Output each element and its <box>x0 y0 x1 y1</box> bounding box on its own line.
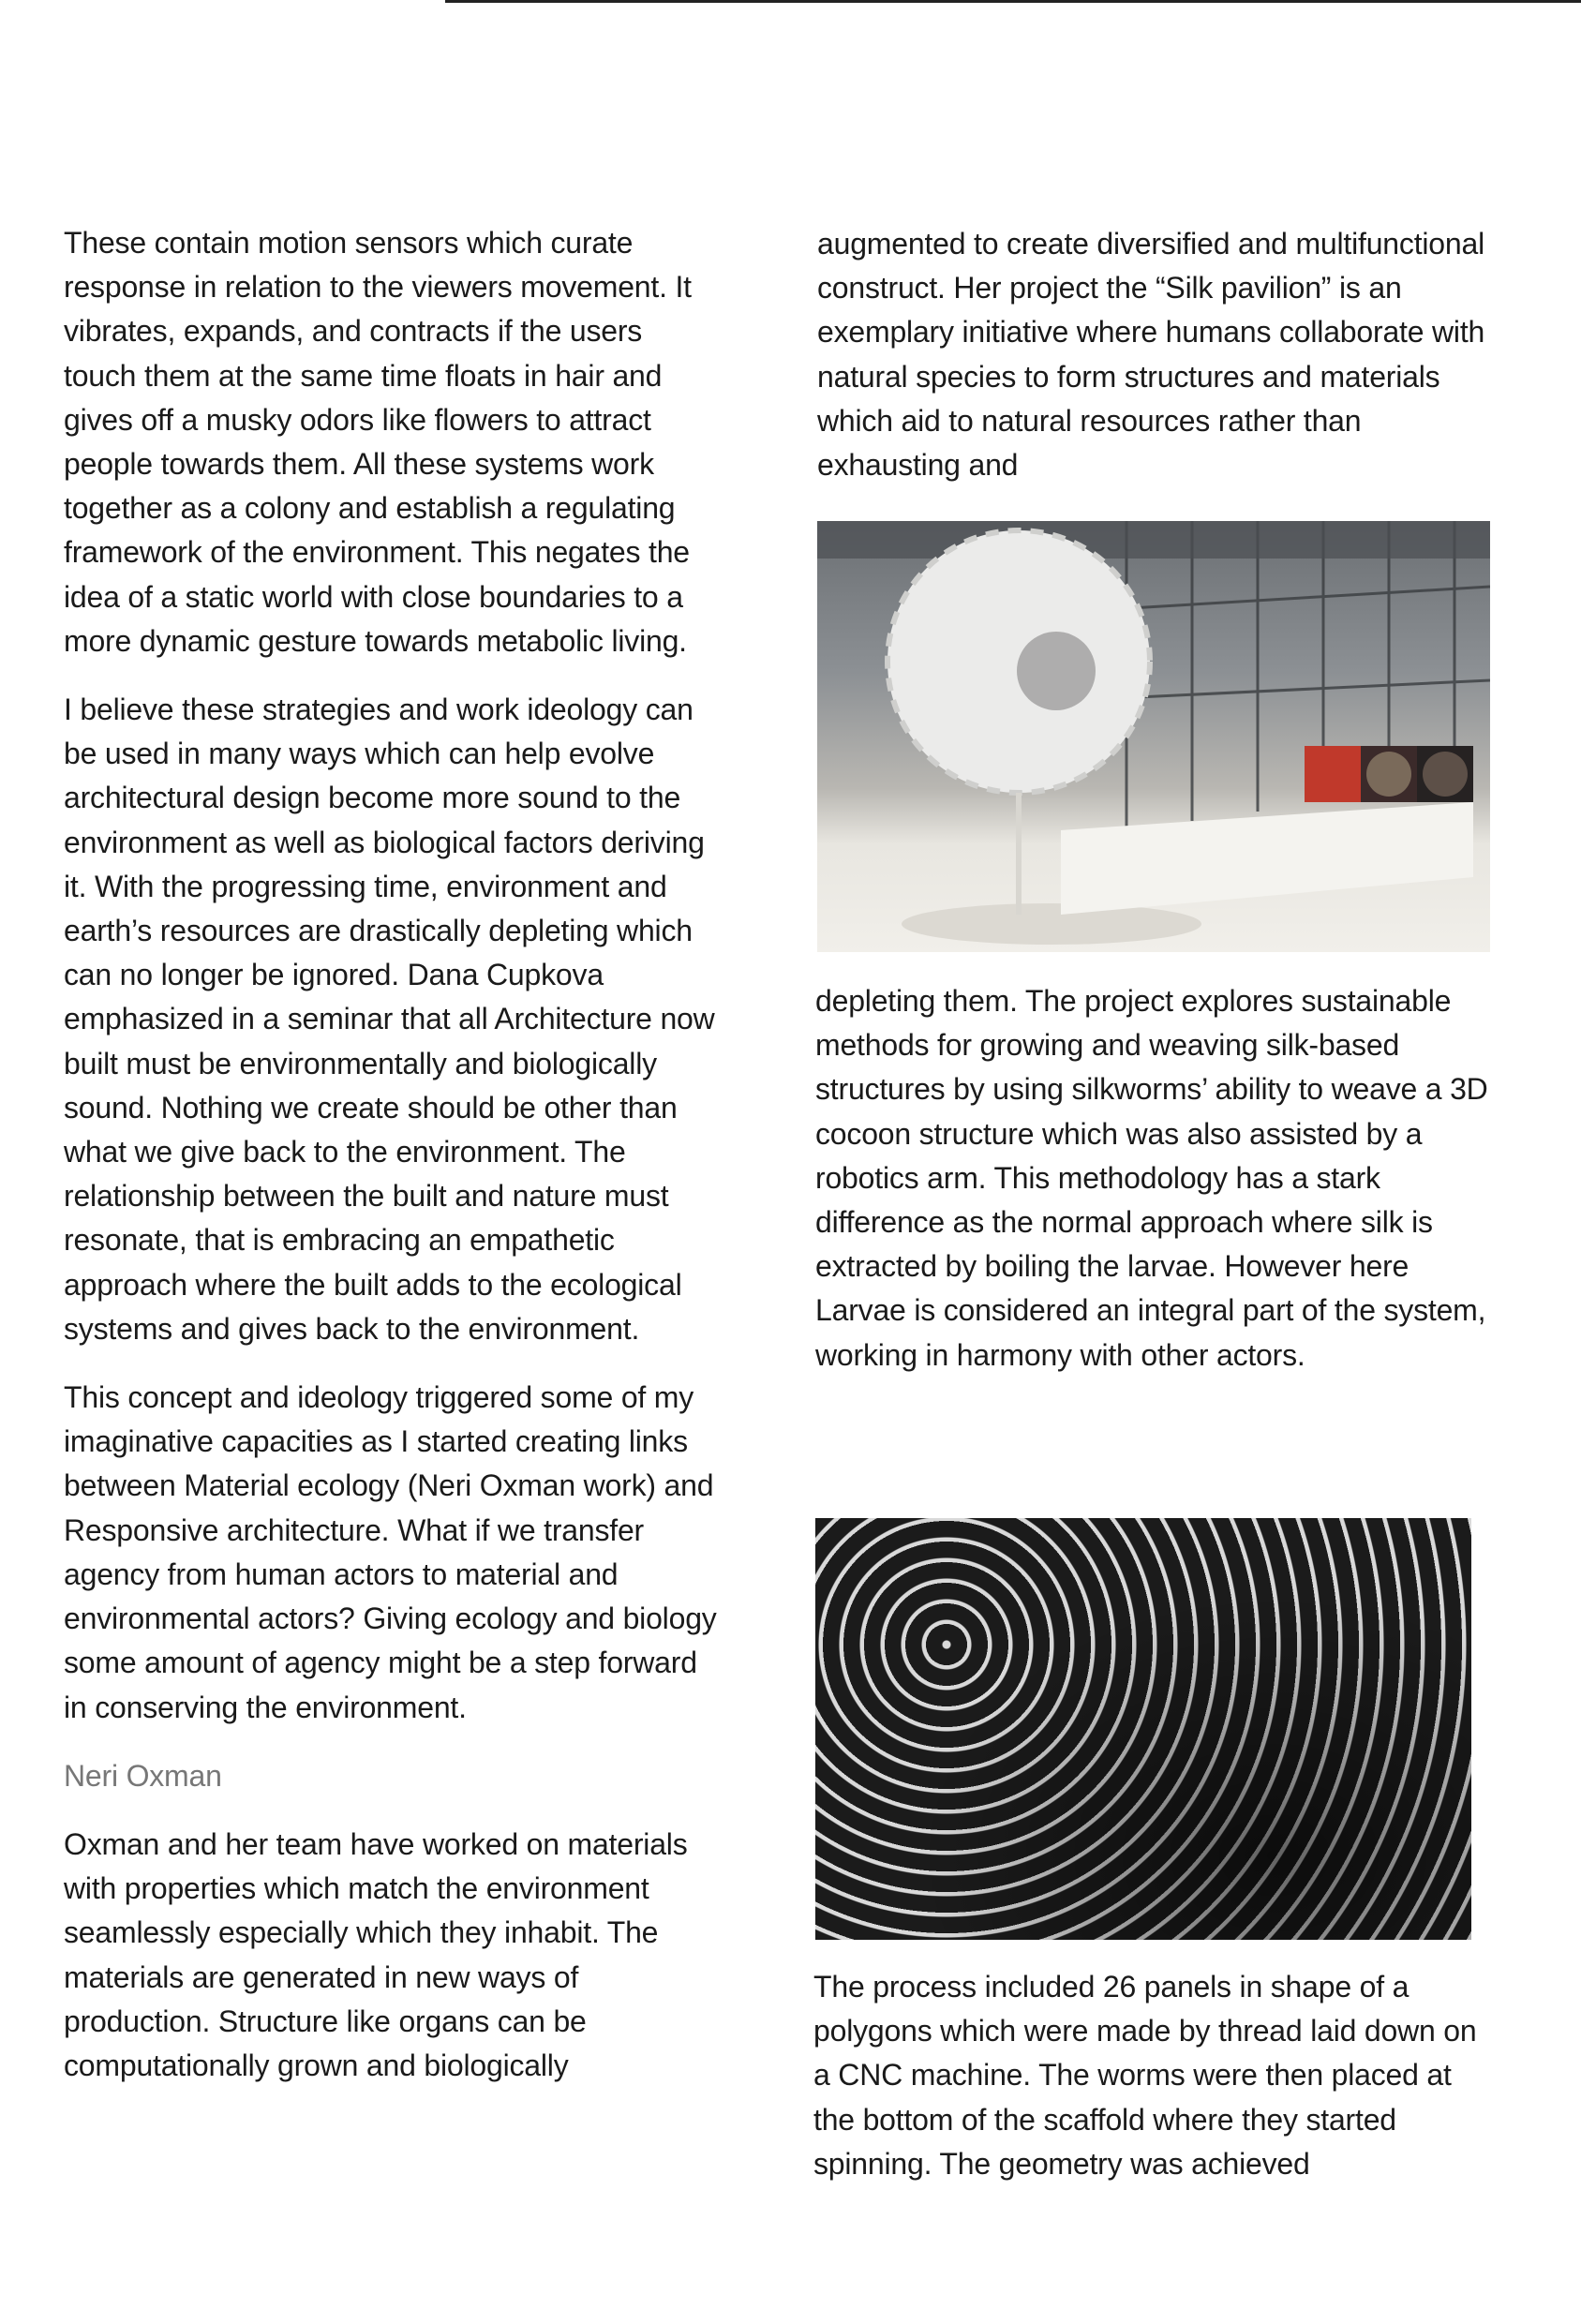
left-paragraph-1: These contain motion sensors which curate response in relation to the viewers movement. It vibrates, expands, and contracts if the users touch them at the same time floats in hair and gives off a musky odors like flowers to attract people towards them. All these systems work together as a colony and establish a regulating framework of the environment. This negates the idea of a static world with close boundaries to a more dynamic gesture towards metabolic living. <box>64 226 692 658</box>
right-paragraph-1: augmented to create diversified and multifunctional construct. Her project the “Silk pavilion” is an exemplary initiative where humans collaborate with natural species to form structures and materials which aid to natural resources rather than exhausting and <box>817 227 1485 483</box>
left-paragraph-2: I believe these strategies and work ideology can be used in many ways which can help evolve architectural design become more sound to the environment as well as biological factors deriving it. With the progressing time, environment and earth’s resources are drastically depleting which can no longer be ignored. Dana Cupkova emphasized in a seminar that all Architecture now built must be environmentally and biologically sound. Nothing we create should be other than what we give back to the environment. The relationship between the built and nature must resonate, that is embracing an empathetic approach where the built adds to the ecological systems and gives back to the environment. <box>64 693 715 1346</box>
right-column-top <box>817 222 1492 487</box>
silk-pavilion-photo <box>817 521 1490 952</box>
silk-pavilion-illustration <box>817 521 1490 952</box>
top-rule <box>445 0 1581 3</box>
right-paragraph-3: The process included 26 panels in shape of a polygons which were made by thread laid down on a CNC machine. The worms were then placed at the bottom of the scaffold where they started spinning. The geometry was achieved <box>813 1970 1477 2181</box>
section-heading: Neri Oxman <box>64 1758 222 1793</box>
left-column <box>64 221 720 2088</box>
right-column-bottom <box>813 1965 1488 2186</box>
left-paragraph-4: Oxman and her team have worked on materials with properties which match the environment seamlessly especially which they inhabit. The materials are generated in new ways of production. Structure like organs can be computationally grown and biologically <box>64 1826 688 2082</box>
silk-mesh-photo <box>815 1518 1471 1940</box>
right-column-middle <box>815 979 1490 1378</box>
left-paragraph-3: This concept and ideology triggered some of my imaginative capacities as I started creating links between Material ecology (Neri Oxman work) and Responsive architecture. What if we transfer agency from human actors to material and environmental actors? Giving ecology and biology some amount of agency might be a step forward in conserving the environment. <box>64 1380 717 1724</box>
right-paragraph-2: depleting them. The project explores sustainable methods for growing and weaving silk-based structures by using silkworms’ ability to weave a 3D cocoon structure which was also assisted by a robotics arm. This methodology has a stark difference as the normal approach where silk is extracted by boiling the larvae. However here Larvae is considered an integral part of the system, working in harmony with other actors. <box>815 984 1488 1372</box>
